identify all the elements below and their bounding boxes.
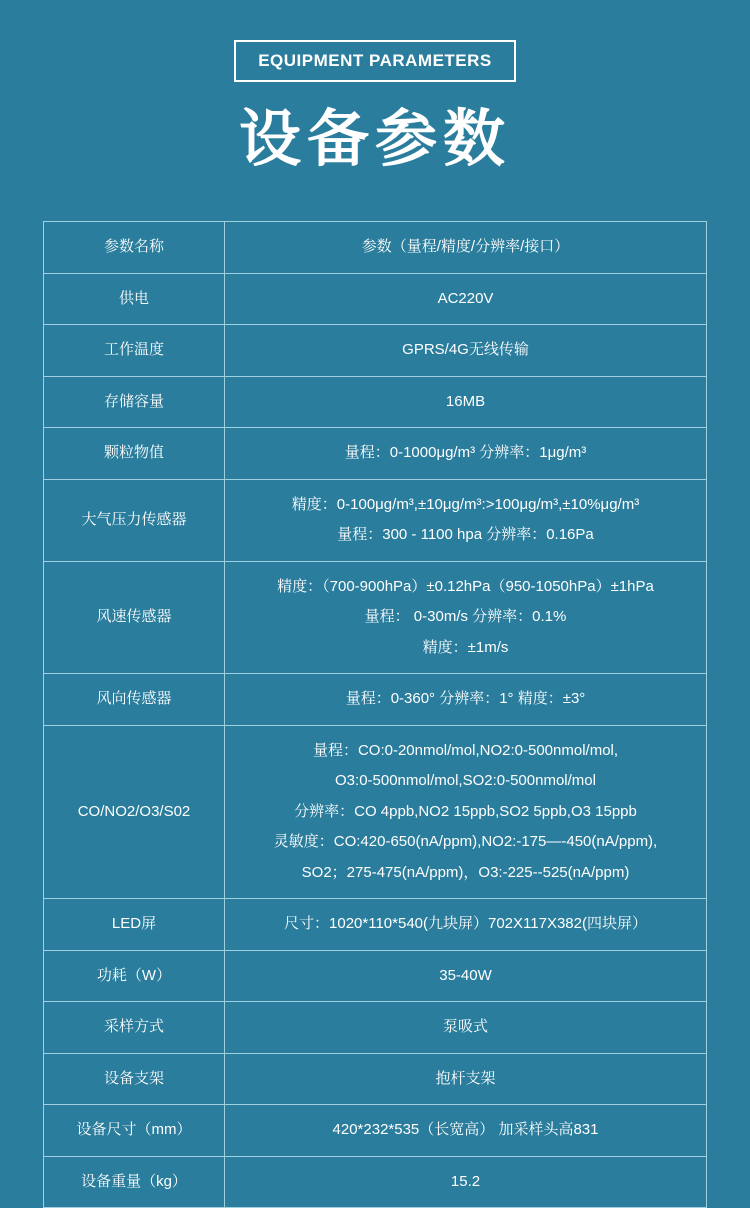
table-row	[44, 1105, 707, 1157]
parameter-name-cell: 风向传感器	[44, 674, 225, 726]
parameter-value-line: 灵敏度：CO:420-650(nA/ppm),NO2:-175—-450(nA/ppm),	[273, 833, 658, 851]
table-row	[44, 561, 707, 674]
parameter-name-cell: 大气压力传感器	[44, 479, 225, 561]
parameter-name-cell: 供电	[44, 273, 225, 325]
parameter-value-line: 量程：0-1000μg/m³ 分辨率：1μg/m³	[344, 444, 587, 462]
parameter-value-cell	[225, 725, 707, 899]
parameter-value-line: 抱杆支架	[435, 1069, 496, 1087]
parameter-value-line: AC220V	[437, 289, 494, 307]
parameter-value-cell	[225, 1156, 707, 1208]
parameter-value-cell	[225, 376, 707, 428]
parameter-name-cell: 采样方式	[44, 1002, 225, 1054]
table-row	[44, 1002, 707, 1054]
table-row	[44, 428, 707, 480]
parameter-value-cell	[225, 1002, 707, 1054]
parameter-value-line: O3:0-500nmol/mol,SO2:0-500nmol/mol	[335, 772, 596, 790]
parameter-value-line: 参数（量程/精度/分辨率/接口）	[361, 238, 570, 256]
parameter-value-line: 分辨率：CO 4ppb,NO2 15ppb,SO2 5ppb,O3 15ppb	[294, 802, 637, 820]
page-header	[0, 0, 750, 175]
parameter-value-line: 15.2	[450, 1172, 481, 1190]
parameter-value-cell	[225, 428, 707, 480]
parameter-value-line: 量程：CO:0-20nmol/mol,NO2:0-500nmol/mol,	[312, 741, 619, 759]
parameter-value-cell	[225, 325, 707, 377]
parameter-value-cell	[225, 1105, 707, 1157]
parameter-value-line: 精度：0-100μg/m³,±10μg/m³:>100μg/m³,±10%μg/m³	[291, 495, 640, 513]
parameter-value-line: 泵吸式	[442, 1018, 488, 1036]
parameter-value-line: 16MB	[445, 392, 486, 410]
parameter-name-cell: 功耗（W）	[44, 950, 225, 1002]
table-row	[44, 950, 707, 1002]
table-row	[44, 1156, 707, 1208]
parameter-name-cell: 设备支架	[44, 1053, 225, 1105]
table-row	[44, 725, 707, 899]
table-row	[44, 899, 707, 951]
parameter-value-cell	[225, 950, 707, 1002]
page-eyebrow-title: EQUIPMENT PARAMETERS	[234, 40, 516, 82]
parameters-table	[43, 221, 707, 1208]
parameter-value-line: 精度：（700-900hPa）±0.12hPa（950-1050hPa）±1hPa	[277, 577, 654, 595]
parameter-value-cell	[225, 561, 707, 674]
parameter-value-cell	[225, 479, 707, 561]
parameter-name-cell: CO/NO2/O3/S02	[44, 725, 225, 899]
parameter-name-cell: LED屏	[44, 899, 225, 951]
parameter-value-line: 量程：0-360° 分辨率：1° 精度：±3°	[345, 690, 586, 708]
parameter-value-line: 精度：±1m/s	[422, 638, 509, 656]
table-row	[44, 674, 707, 726]
table-row	[44, 273, 707, 325]
parameters-table-wrapper	[43, 221, 707, 1208]
parameter-value-line: 量程： 0-30m/s 分辨率：0.1%	[364, 608, 567, 626]
parameter-value-line: 尺寸：1020*110*540(九块屏）702X117X382(四块屏）	[284, 915, 647, 933]
parameter-value-cell	[225, 273, 707, 325]
parameter-value-line: SO2；275-475(nA/ppm)，O3:-225--525(nA/ppm)	[301, 863, 630, 881]
table-row	[44, 222, 707, 274]
parameter-name-cell: 设备重量（kg）	[44, 1156, 225, 1208]
table-row	[44, 1053, 707, 1105]
parameter-value-line: 35-40W	[439, 966, 492, 984]
parameter-value-cell	[225, 899, 707, 951]
parameter-value-line: GPRS/4G无线传输	[402, 341, 529, 359]
parameter-value-line: 420*232*535（长宽高） 加采样头高831	[332, 1121, 599, 1139]
parameter-name-cell: 存储容量	[44, 376, 225, 428]
page-title: 设备参数	[238, 105, 511, 174]
parameter-name-cell: 风速传感器	[44, 561, 225, 674]
table-row	[44, 325, 707, 377]
table-row	[44, 376, 707, 428]
parameter-name-cell: 工作温度	[44, 325, 225, 377]
parameter-value-cell	[225, 222, 707, 274]
parameter-value-cell	[225, 1053, 707, 1105]
table-row	[44, 479, 707, 561]
parameter-name-cell: 设备尺寸（mm）	[44, 1105, 225, 1157]
parameter-value-line: 量程：300 - 1100 hpa 分辨率：0.16Pa	[337, 526, 594, 544]
parameter-name-cell: 颗粒物值	[44, 428, 225, 480]
parameters-table-body	[44, 222, 707, 1208]
parameter-name-cell: 参数名称	[44, 222, 225, 274]
parameter-value-cell	[225, 674, 707, 726]
